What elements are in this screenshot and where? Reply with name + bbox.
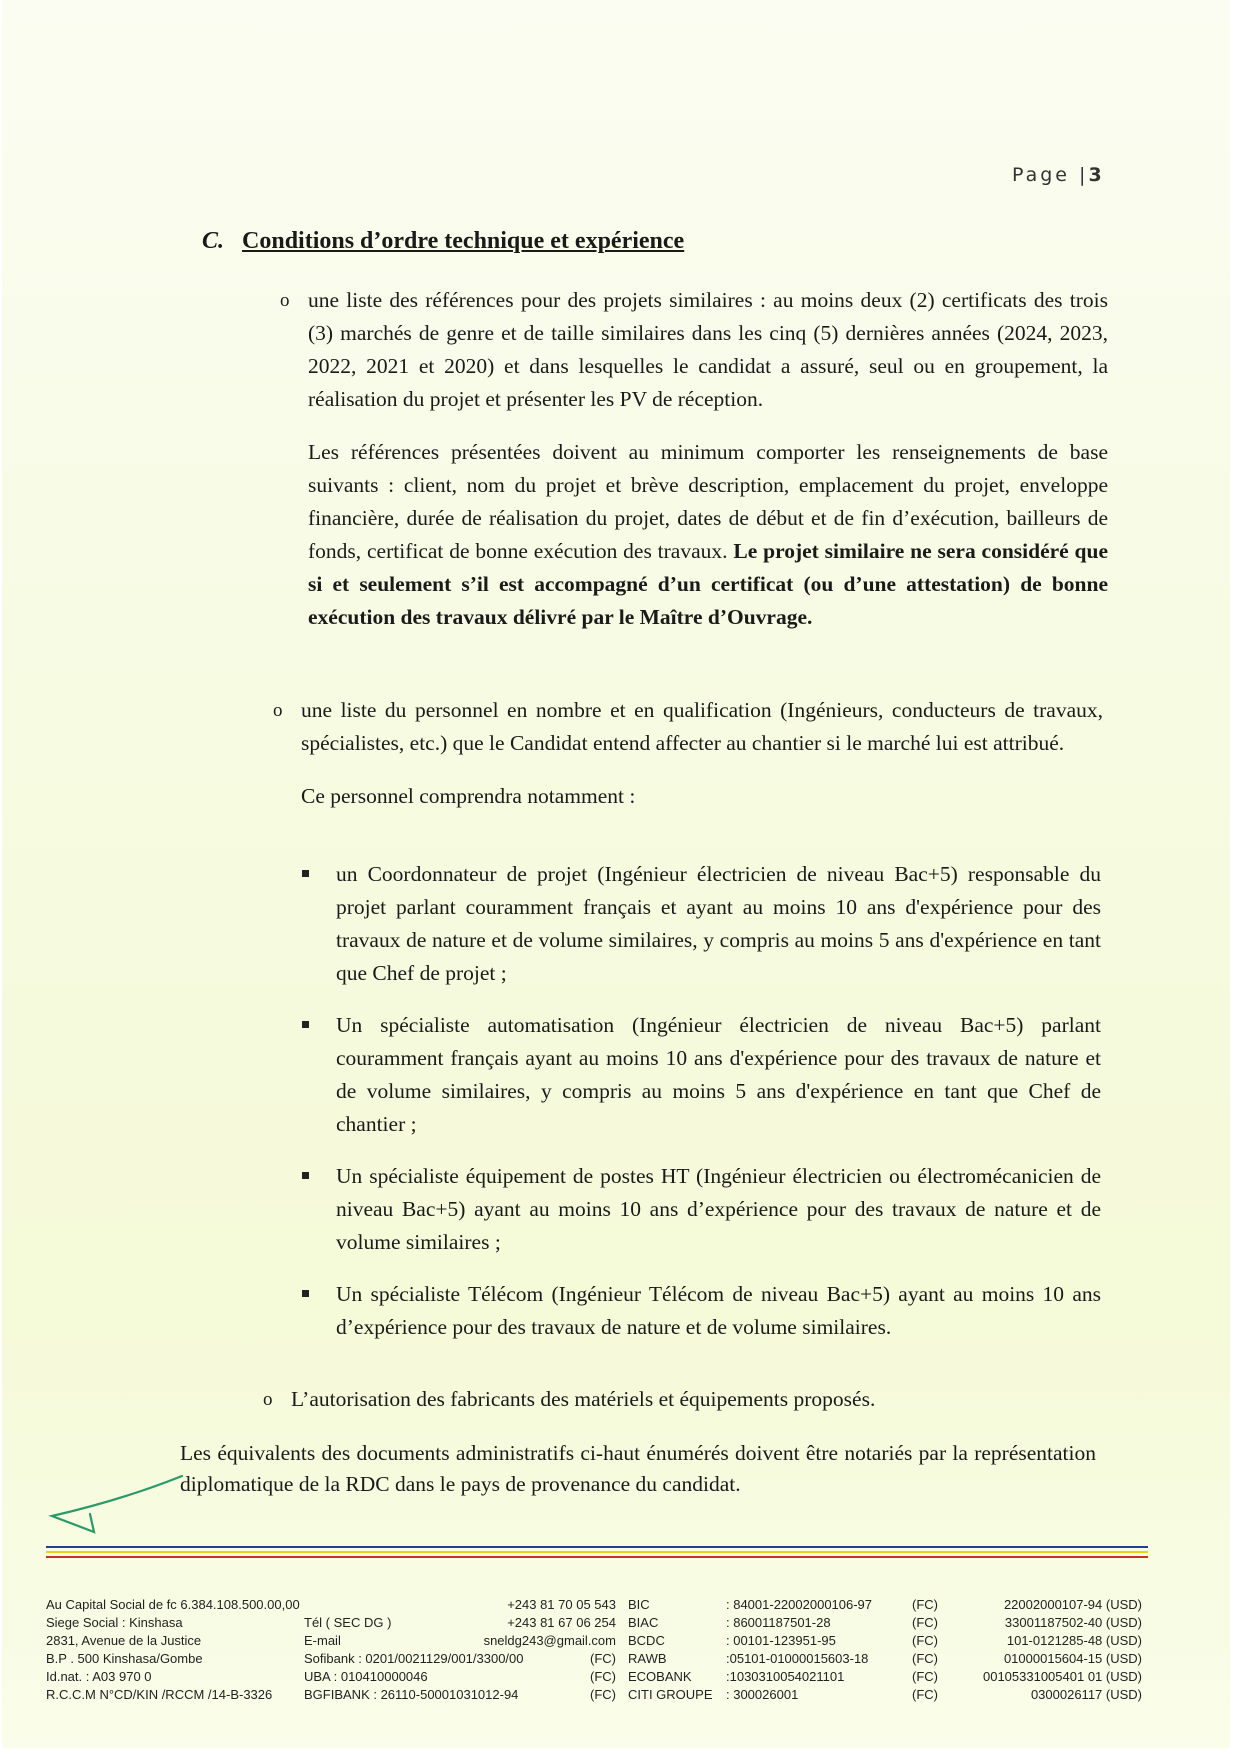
section-title: Conditions d’ordre technique et expérience [242,228,685,254]
staff-item: Un spécialiste équipement de postes HT (Ingénieur électricien ou électromécanicien de niveau Bac+5) ayant au moins 10 ans d’expérience pour des travaux de nature et de volume similaires ; [336,1160,1101,1259]
bold-requirement: Le projet similaire ne sera considéré que si et seulement s’il est accompagné d’un certificat (ou d’une attestation) de bonne exécution des travaux délivré par le Maître d’Ouvrage. [308,539,1109,629]
section-heading [202,228,684,255]
closing-paragraph: Les équivalents des documents administratifs ci-haut énumérés doivent être notariés par la représentation diplomatique de la RDC dans le pays de provenance du candidat. [180,1441,1096,1496]
footer-divider [46,1546,1148,1561]
page-number: Page |3 [1012,164,1102,186]
document-page [2,0,1230,1748]
footer-bank-accounts-usd: 22002000107-94 (USD) 33001187502-40 (USD) 101-0121285-48 (USD) 01000015604-15 (USD) 00105331005401 01 (USD) 0300026117 (USD) [982,1597,1142,1702]
list-item-references: o une liste des références pour des projets similaires : au moins deux (2) certificats des trois (3) marchés de genre et de taille similaires dans les cinq (5) dernières années (2024, 2023, 2022, 2021 et 2020) et dans lesquelles le candidat a assuré, seul ou en groupement, la réalisation du projet et présenter les PV de réception. Les références présentées doivent au minimum comporter les renseignements de base suivants : client, nom du projet et brève description, emplacement du projet, enveloppe financière, durée de réalisation du projet, dates de début et de fin d’exécution, bailleurs de fonds, certificat de bonne exécution des travaux. Le projet similaire ne sera considéré que si et seulement s’il est accompagné d’un certificat (ou d’une attestation) de bonne exécution des travaux délivré par le Maître d’Ouvrage. [308,284,1108,634]
staff-item: Un spécialiste automatisation (Ingénieur électricien de niveau Bac+5) parlant couramment français ayant au moins 10 ans d'expérience pour des travaux de nature et de volume similaires, y compris au moins 5 ans d'expérience en tant que Chef de chantier ; [336,1009,1101,1141]
footer-bank-names: BIC BIAC BCDC RAWB ECOBANK CITI GROUPE [628,1597,713,1702]
references-paragraph: Les références présentées doivent au minimum comporter les renseignements de base suivants : client, nom du projet et brève description, emplacement du projet, enveloppe financière, durée de réalisation du projet, dates de début et de fin d’exécution, bailleurs de fonds, certificat de bonne exécution des travaux. Le projet similaire ne sera considéré que si et seulement s’il est accompagné d’un certificat (ou d’une attestation) de bonne exécution des travaux délivré par le Maître d’Ouvrage. [308,440,1109,629]
footer-bank-accounts-fc: : 84001-22002000106-97 : 86001187501-28 : 00101-123951-95 :05101-01000015603-18 :1030310054021101 : 300026001 [726,1597,873,1702]
footer-currency-fc: (FC) (FC) (FC) (FC) (FC) (FC) [912,1597,938,1702]
personnel-intro: Ce personnel comprendra notamment : [301,784,636,808]
section-letter: C. [202,228,225,254]
staff-list [336,858,1101,1344]
footer-contacts: Tél ( SEC DG ) E-mail Sofibank : 0201/0021129/001/3300/00 UBA : 010410000046 BGFIBANK : 26110-50001031012-94 [304,1615,524,1702]
staff-item: Un spécialiste Télécom (Ingénieur Télécom de niveau Bac+5) ayant au moins 10 ans d’expérience pour des travaux de nature et de volume similaires. [336,1278,1101,1344]
list-item-authorization: o L’autorisation des fabricants des matériels et équipements proposés. [291,1383,1111,1416]
footer-phone-email: +243 81 70 05 543 +243 81 67 06 254 sneldg243@gmail.com (FC) (FC) (FC) [483,1597,616,1702]
footer-company-info: Au Capital Social de fc 6.384.108.500.00,00 Siege Social : Kinshasa 2831, Avenue de la Justice B.P . 500 Kinshasa/Gombe Id.nat. : A03 970 0 R.C.C.M N°CD/KIN /RCCM /14-B-3326 [46,1597,300,1702]
list-item-personnel: o une liste du personnel en nombre et en qualification (Ingénieurs, conducteurs de travaux, spécialistes, etc.) que le Candidat entend affecter au chantier si le marché lui est attribué. Ce personnel comprendra notamment : [301,694,1103,813]
pen-check-mark [42,1470,202,1540]
staff-item: un Coordonnateur de projet (Ingénieur électricien de niveau Bac+5) responsable du projet parlant couramment français et ayant au moins 10 ans d'expérience pour des travaux de nature et de volume similaires, y compris au moins 5 ans d'expérience en tant que Chef de projet ; [336,858,1101,990]
